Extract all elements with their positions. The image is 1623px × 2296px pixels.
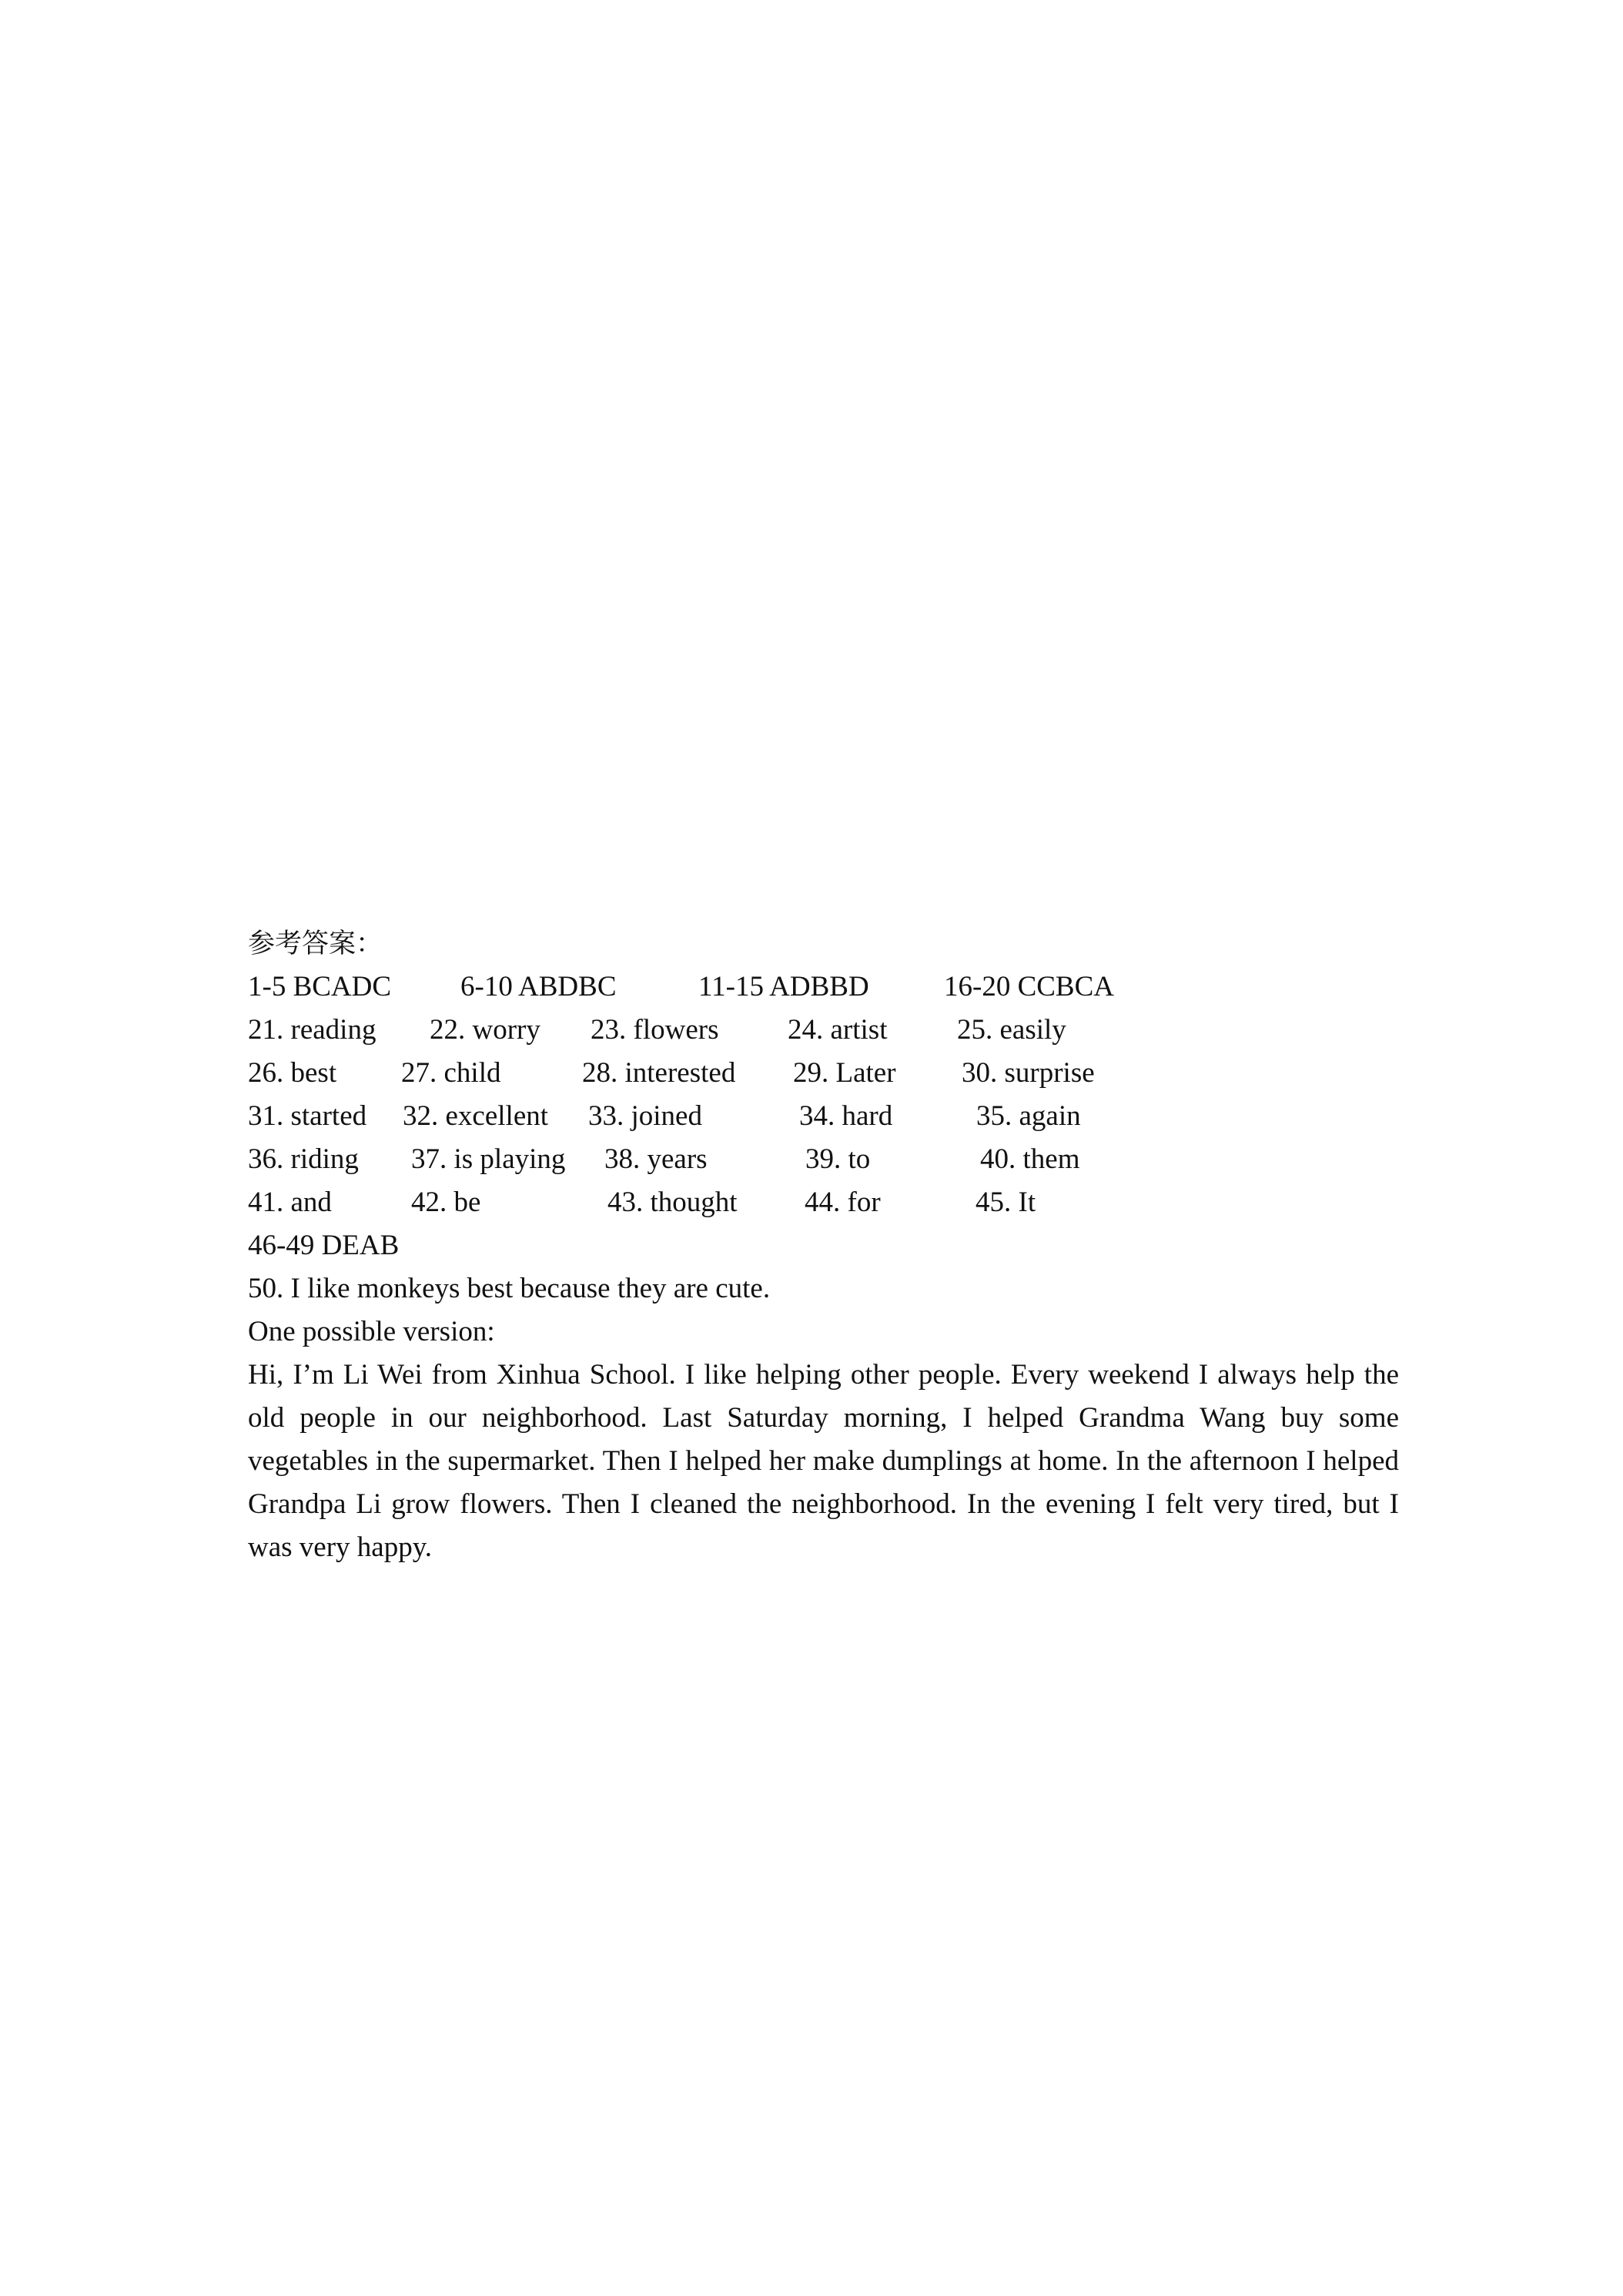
- answer-cell: 30. surprise: [962, 1057, 1095, 1089]
- answer-cell: 36. riding: [248, 1143, 359, 1175]
- answer-row-5: [248, 1138, 1399, 1181]
- answer-cell: 39. to: [805, 1143, 871, 1175]
- answer-cell: 42. be: [411, 1186, 481, 1218]
- essay-paragraph: Hi, I’m Li Wei from Xinhua School. I like helping other people. Every weekend I always help the old people in our neighborhood. Last Saturday morning, I helped Grandma Wang buy some vegetables in the supermarket. Then I helped her make dumplings at home. In the afternoon I helped Grandpa Li grow flowers. Then I cleaned the neighborhood. In the evening I felt very tired, but I was very happy.: [248, 1359, 1399, 1563]
- answer-row-4: [248, 1095, 1399, 1138]
- answer-cell: 11-15 ADBBD: [698, 971, 869, 1002]
- answer-cell: 6-10 ABDBC: [460, 971, 617, 1002]
- answer-cell: 44. for: [805, 1186, 881, 1218]
- answer-cell: 26. best: [248, 1057, 337, 1089]
- essay-heading: One possible version:: [248, 1316, 495, 1347]
- answer-key: [248, 922, 1399, 1569]
- answer-row-2: [248, 1009, 1399, 1052]
- answer-cell: 22. worry: [430, 1014, 540, 1046]
- answer-cell: 27. child: [401, 1057, 501, 1089]
- answer-cell: 31. started: [248, 1100, 367, 1132]
- answer-cell: 24. artist: [788, 1014, 888, 1046]
- answer-cell: 35. again: [976, 1100, 1081, 1132]
- answer-cell: 21. reading: [248, 1014, 376, 1046]
- answer-cell: 37. is playing: [411, 1143, 566, 1175]
- answer-row-3: [248, 1052, 1399, 1095]
- answer-key-heading: 参考答案：: [248, 929, 383, 959]
- answer-cell: 1-5 BCADC: [248, 971, 392, 1002]
- answer-cell: 43. thought: [607, 1186, 738, 1218]
- answer-cell: 23. flowers: [591, 1014, 719, 1046]
- answer-cell: 25. easily: [957, 1014, 1066, 1046]
- answer-cell: 29. Later: [793, 1057, 896, 1089]
- answer-cell: 32. excellent: [403, 1100, 549, 1132]
- answer-line-50: 50. I like monkeys best because they are cute.: [248, 1273, 771, 1304]
- answer-row-1: [248, 966, 1399, 1009]
- answer-cell: 28. interested: [582, 1057, 736, 1089]
- answer-cell: 34. hard: [799, 1100, 893, 1132]
- answer-cell: 16-20 CCBCA: [944, 971, 1115, 1002]
- answer-line-46-49: 46-49 DEAB: [248, 1230, 400, 1261]
- answer-cell: 33. joined: [588, 1100, 702, 1132]
- answer-cell: 41. and: [248, 1186, 332, 1218]
- answer-cell: 45. It: [975, 1186, 1036, 1218]
- answer-cell: 40. them: [980, 1143, 1080, 1175]
- answer-row-6: [248, 1181, 1399, 1224]
- answer-cell: 38. years: [604, 1143, 708, 1175]
